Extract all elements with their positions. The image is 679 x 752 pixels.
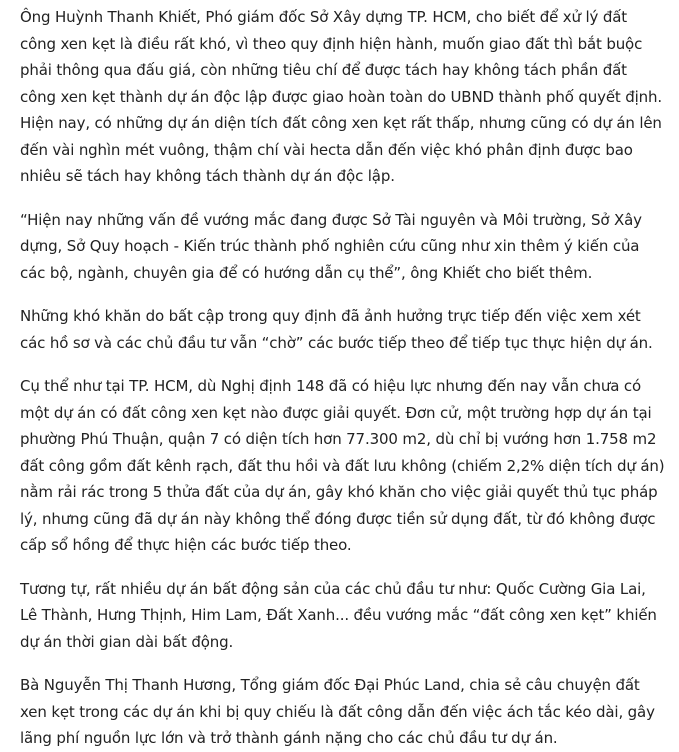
article-paragraph: Tương tự, rất nhiều dự án bất động sản của các chủ đầu tư như: Quốc Cường Gia Lai, Lê Thành, Hưng Thịnh, Him Lam, Đất Xanh... đều vướng mắc “đất công xen kẹt” khiến dự án thời gian dài bất động. [20, 579, 657, 651]
article-paragraph: Bà Nguyễn Thị Thanh Hương, Tổng giám đốc Đại Phúc Land, chia sẻ câu chuyện đất xen kẹt trong các dự án khi bị quy chiếu là đất công dẫn đến việc ách tắc kéo dài, gây lãng phí nguồn lực lớn và trở thành gánh nặng cho các chủ đầu tư dự án. [20, 676, 655, 747]
article-paragraph: Ông Huỳnh Thanh Khiết, Phó giám đốc Sở Xây dựng TP. HCM, cho biết để xử lý đất công xen kẹt là điều rất khó, vì theo quy định hiện hành, muốn giao đất thì bắt buộc phải thông qua đấu giá, còn những tiêu chí để được tách hay không tách phần đất công xen kẹt thành dự án độc lập được giao hoàn toàn do UBND thành phố quyết định. Hiện nay, có những dự án diện tích đất công xen kẹt rất thấp, nhưng cũng có dự án lên đến vài nghìn mét vuông, thậm chí vài hecta dẫn đến việc khó phân định được bao nhiêu sẽ tách hay không tách thành dự án độc lập. [20, 8, 662, 185]
article-paragraph: Những khó khăn do bất cập trong quy định đã ảnh hưởng trực tiếp đến việc xem xét các hồ sơ và các chủ đầu tư vẫn “chờ” các bước tiếp theo để tiếp tục thực hiện dự án. [20, 307, 653, 352]
article-paragraph: “Hiện nay những vấn đề vướng mắc đang được Sở Tài nguyên và Môi trường, Sở Xây dựng, Sở Quy hoạch - Kiến trúc thành phố nghiên cứu cũng như xin thêm ý kiến của các bộ, ngành, chuyên gia để có hướng dẫn cụ thể”, ông Khiết cho biết thêm. [20, 210, 642, 282]
article-paragraph: Cụ thể như tại TP. HCM, dù Nghị định 148 đã có hiệu lực nhưng đến nay vẫn chưa có một dự án có đất công xen kẹt nào được giải quyết. Đơn cử, một trường hợp dự án tại phường Phú Thuận, quận 7 có diện tích hơn 77.300 m2, dù chỉ bị vướng hơn 1.758 m2 đất công gồm đất kênh rạch, đất thu hồi và đất lưu không (chiếm 2,2% diện tích dự án) nằm rải rác trong 5 thửa đất của dự án, gây khó khăn cho việc giải quyết thủ tục pháp lý, nhưng cũng đã dự án này không thể đóng được tiền sử dụng đất, từ đó không được cấp sổ hồng để thực hiện các bước tiếp theo. [20, 377, 665, 554]
